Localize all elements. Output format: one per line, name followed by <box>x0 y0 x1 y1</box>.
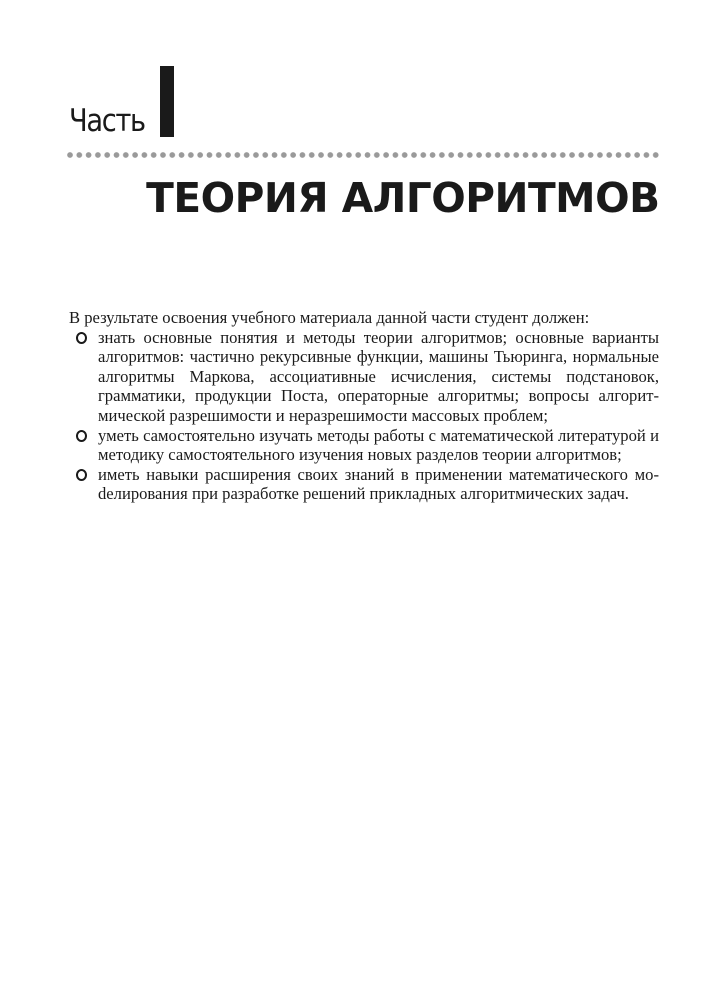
intro-paragraph: В результате освоения учебного материала данной части студент должен: <box>69 308 590 327</box>
outcome-text: уметь самостоятельно изучать методы работы с математической литературой и методику самостоятельного изучения новых разделов теории алгоритмов; <box>98 425 659 465</box>
list-item <box>69 465 659 504</box>
outcome-text: иметь навыки расширения своих знаний в применении математического моdелирования при разработке решений прикладных алгоритмических задач. <box>98 464 659 504</box>
learning-outcomes-list <box>69 328 659 504</box>
outcome-text: знать основные понятия и методы теории алгоритмов; основные варианты алгоритмов: частично рекурсивные функции, машины Тьюринга, нормальные алгоритмы Маркова, ассоциативные исчисления, системы подстановок, грамматики, продукции Поста, операторные алгоритмы; вопросы алгоритмической разрешимости и неразрешимости массовых проблем; <box>98 327 659 425</box>
list-item <box>69 426 659 465</box>
hollow-circle-bullet-icon <box>76 332 87 344</box>
part-header <box>69 66 155 138</box>
part-numeral <box>160 66 174 137</box>
chapter-intro <box>69 308 659 504</box>
hollow-circle-bullet-icon <box>76 430 87 442</box>
hollow-circle-bullet-icon <box>76 469 87 481</box>
part-title: ТЕОРИЯ АЛГОРИТМОВ <box>146 174 660 222</box>
part-label: Часть <box>69 103 145 139</box>
dotted-divider <box>67 152 662 160</box>
list-item <box>69 328 659 426</box>
